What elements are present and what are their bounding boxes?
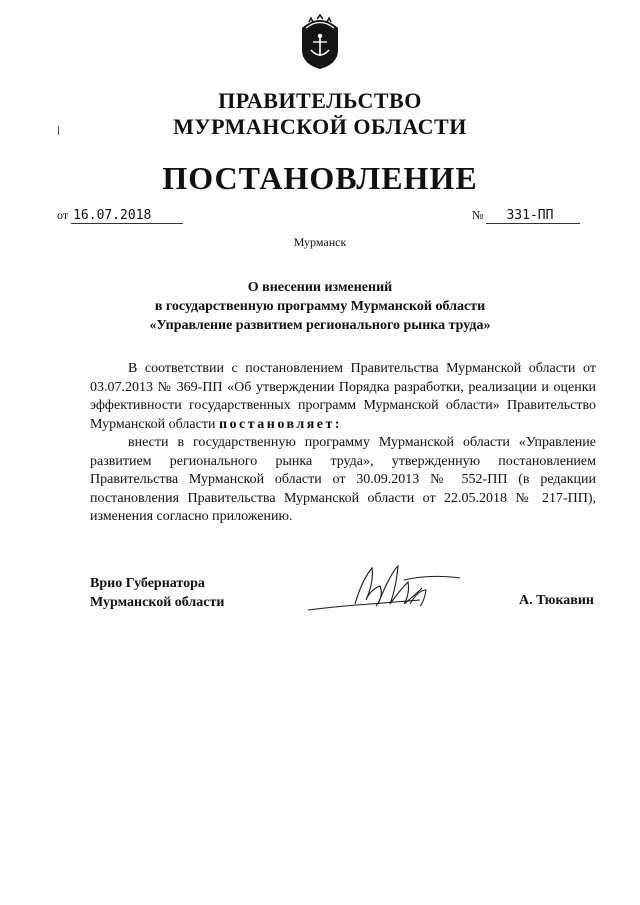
handwritten-signature bbox=[300, 560, 470, 620]
subject-line-3: «Управление развитием регионального рынка труда» bbox=[149, 318, 491, 333]
city: Мурманск bbox=[293, 235, 347, 249]
position-line-2: Мурманской области bbox=[90, 595, 225, 610]
date-prefix: от bbox=[57, 208, 69, 222]
resolution-keyword: постановляет: bbox=[218, 416, 343, 432]
paragraph-1-text: В соответствии с постановлением Правительства Мурманской области от 03.07.2013 № 369-ПП «Об утверждении Порядка разработки, реализации и оценки эффективности государственных программ Мурманской области» Правительство Мурманской области bbox=[90, 361, 596, 432]
position-line-1: Врио Губернатора bbox=[90, 576, 205, 591]
murmansk-coat-of-arms-icon bbox=[297, 14, 343, 70]
number-value: 331-ПП bbox=[486, 208, 580, 224]
subject-line-2: в государственную программу Мурманской области bbox=[154, 299, 486, 314]
body-paragraph-2: внести в государственную программу Мурманской области «Управление развитием регионального рынка труда», утвержденную постановлением Правительства Мурманской области от 30.09.2013 № 552-ПП (в редакции постановления Правительства Мурманской области от 22.05.2018 № 217-ПП), изменения согласно приложению. bbox=[90, 435, 596, 524]
body-paragraph-1 bbox=[90, 360, 596, 434]
document-type: ПОСТАНОВЛЕНИЕ bbox=[162, 160, 478, 196]
date-field bbox=[57, 208, 183, 224]
signatory-position bbox=[90, 574, 224, 612]
number-field bbox=[472, 208, 580, 224]
subject-line-1: О внесении изменений bbox=[247, 280, 393, 295]
signer-name: А. Тюкавин bbox=[519, 593, 594, 608]
document-body bbox=[90, 360, 596, 527]
government-title bbox=[0, 88, 640, 140]
document-subject bbox=[60, 278, 580, 335]
government-line-2: МУРМАНСКОЙ ОБЛАСТИ bbox=[173, 114, 467, 139]
date-value: 16.07.2018 bbox=[71, 208, 183, 224]
number-prefix: № bbox=[472, 208, 484, 222]
government-line-1: ПРАВИТЕЛЬСТВО bbox=[218, 88, 422, 113]
